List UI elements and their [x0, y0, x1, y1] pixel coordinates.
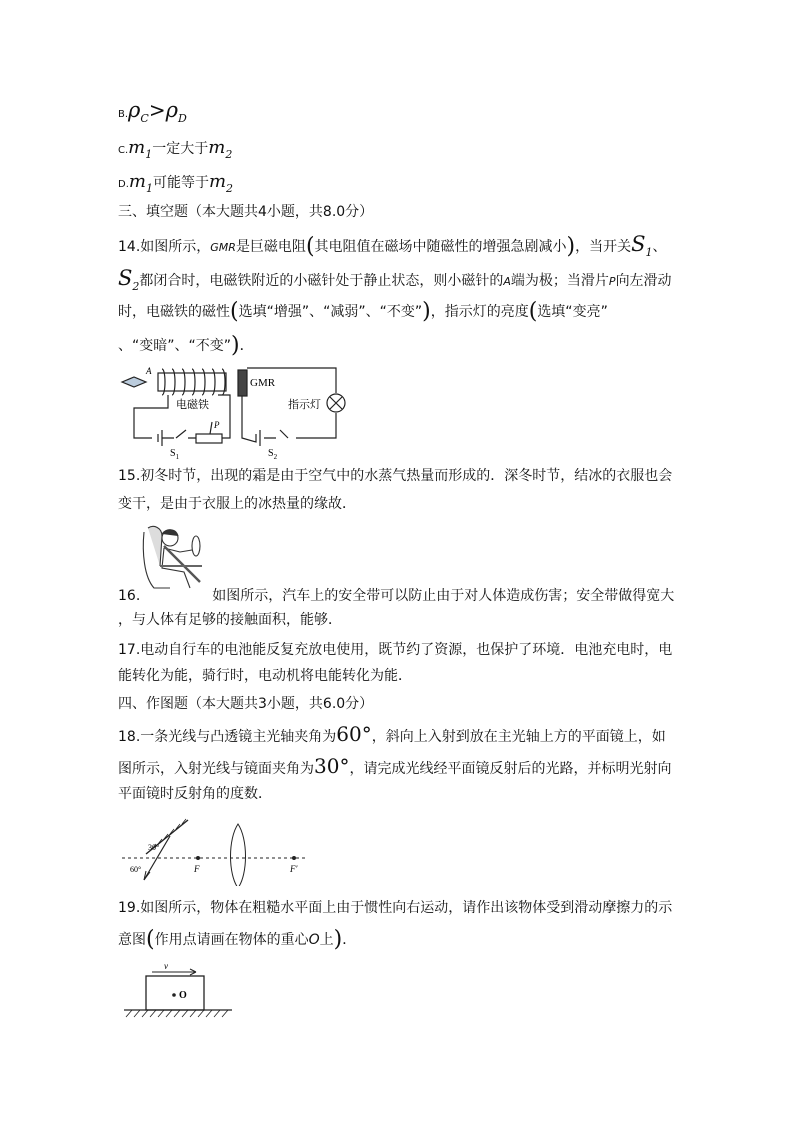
focal-point-2	[292, 856, 296, 860]
label-o: O	[179, 990, 187, 1001]
text: 图所示，入射光线与镜面夹角为	[118, 761, 314, 777]
section-3-title: 三、填空题（本大题共4小题，共8.0分）	[118, 204, 374, 220]
gmr-element	[238, 370, 247, 396]
text: 意图	[118, 932, 146, 948]
text: 端为极；当滑片	[510, 273, 609, 289]
text: 其电阻值在磁场中随磁性的增强急剧减小	[314, 239, 567, 255]
label-gmr: GMR	[250, 377, 276, 389]
math-sub: 2	[226, 182, 234, 195]
math-op: >	[148, 98, 166, 122]
seatbelt-figure	[140, 522, 210, 592]
label-lamp: 指示灯	[288, 398, 321, 411]
math-m: m	[208, 137, 226, 158]
math-m: m	[128, 137, 146, 158]
text: ，指示灯的亮度	[430, 304, 529, 320]
paren-close: )	[566, 234, 576, 259]
paren-open: (	[230, 299, 239, 324]
label-s2: $S_2$	[268, 448, 278, 460]
math-sub: 2	[132, 280, 140, 293]
q19-line-2	[118, 927, 678, 952]
option-b	[118, 100, 678, 129]
paren-open: (	[146, 927, 155, 952]
q18-line-3: 平面镜时反射角的度数．	[118, 786, 272, 802]
text: ，斜向上入射到放在主光轴上方的平面镜上，如	[371, 729, 666, 745]
label-30: 30°	[148, 843, 160, 852]
block-diagram	[122, 960, 234, 1022]
q17-line-1: 17.电动自行车的电池能反复充放电使用，既节约了资源，也保护了环境．电池充电时，电	[118, 642, 673, 658]
math-s: S	[631, 232, 646, 256]
math-angle: 30°	[314, 754, 350, 778]
math-sub: 1	[645, 246, 653, 259]
text: ．	[342, 932, 357, 948]
text: P	[608, 275, 616, 288]
q18-line-2	[118, 756, 678, 779]
text: ，请完成光线经平面镜反射后的光路，并标明光射向	[349, 761, 672, 777]
text: 选填“增强”、“减弱”、“不变”	[238, 304, 423, 320]
q19-line-1: 19.如图所示，物体在粗糙水平面上由于惯性向右运动，请作出该物体受到滑动摩擦力的示	[118, 900, 673, 916]
q18-line-1	[118, 724, 678, 747]
q14-line-4	[118, 333, 678, 358]
text: ，当开关	[575, 239, 632, 255]
label-p: P	[214, 420, 220, 430]
convex-lens	[231, 824, 246, 886]
math-sub: 2	[225, 148, 233, 161]
math-s: S	[118, 266, 133, 290]
math-rho: ρ	[165, 98, 178, 122]
focal-point	[196, 856, 200, 860]
paren-close: )	[422, 299, 431, 324]
math-sub: 1	[145, 148, 153, 161]
center-point	[172, 993, 176, 997]
option-c	[118, 138, 678, 165]
circuit-diagram	[118, 364, 348, 460]
q14-line-3	[118, 299, 678, 324]
compass-needle	[122, 377, 146, 387]
option-prefix: D.	[118, 179, 129, 190]
option-text: 可能等于	[152, 175, 209, 191]
math-sub: C	[140, 112, 149, 125]
text: 选填“变亮”	[537, 304, 608, 320]
steering-wheel	[192, 536, 200, 556]
text: 如图所示，汽车上的安全带可以防止由于对人体造成伤害；安全带做得宽大	[212, 588, 675, 604]
option-prefix: C.	[118, 145, 129, 156]
math-sub: 1	[145, 182, 153, 195]
paren-open: (	[305, 234, 315, 259]
text: ．	[239, 338, 254, 354]
optics-diagram	[118, 814, 314, 886]
q15-line-2: 变干，是由于衣服上的冰热量的缘故．	[118, 496, 356, 512]
text: 、“变暗”、“不变”	[118, 338, 232, 354]
math-rho: ρ	[128, 98, 141, 122]
option-text: 一定大于	[152, 141, 209, 157]
label-s1: $S_1$	[170, 448, 180, 460]
q14-line-1	[118, 234, 678, 263]
section-4-title: 四、作图题（本大题共3小题，共6.0分）	[118, 696, 374, 712]
text: A	[503, 275, 511, 288]
label-v: v	[164, 961, 168, 971]
block	[146, 976, 204, 1010]
option-prefix: B.	[118, 109, 129, 120]
label-60: 60°	[130, 865, 142, 874]
text: 16.	[118, 588, 141, 604]
label-f-prime: F′	[290, 864, 298, 874]
paren-close: )	[333, 927, 343, 952]
q17-line-2: 能转化为能，骑行时，电动机将电能转化为能．	[118, 668, 412, 684]
text: 14.如图所示，	[118, 239, 211, 255]
text: 都闭合时，电磁铁附近的小磁针处于静止状态，则小磁针的	[139, 273, 504, 289]
text: 向左滑动	[615, 273, 672, 289]
q14-line-2	[118, 268, 678, 297]
label-f: F	[194, 864, 200, 874]
text: 时，电磁铁的磁性	[118, 304, 230, 320]
math-sub: D	[177, 112, 187, 125]
text: 是巨磁电阻	[235, 239, 306, 255]
paren-close: )	[231, 333, 240, 358]
ground-hatching	[126, 1010, 228, 1017]
paren-open: (	[528, 299, 538, 324]
text: 、	[652, 239, 667, 255]
text: 作用点请画在物体的重心	[154, 932, 309, 948]
text: GMR	[210, 241, 236, 254]
math-angle: 60°	[336, 722, 372, 746]
q15-line-1: 15.初冬时节，出现的霜是由于空气中的水蒸气热量而形成的．深冬时节，结冰的衣服也会	[118, 468, 673, 484]
label-coil: 电磁铁	[176, 398, 209, 411]
option-d	[118, 172, 678, 199]
text: O	[308, 932, 320, 948]
q16-line-1	[118, 586, 678, 606]
text: 上	[319, 932, 334, 948]
label-a: A	[146, 366, 152, 376]
text: 18.一条光线与凸透镜主光轴夹角为	[118, 729, 337, 745]
math-m: m	[208, 171, 227, 192]
q16-line-2: ，与人体有足够的接触面积，能够．	[118, 612, 342, 628]
math-m: m	[128, 171, 146, 192]
